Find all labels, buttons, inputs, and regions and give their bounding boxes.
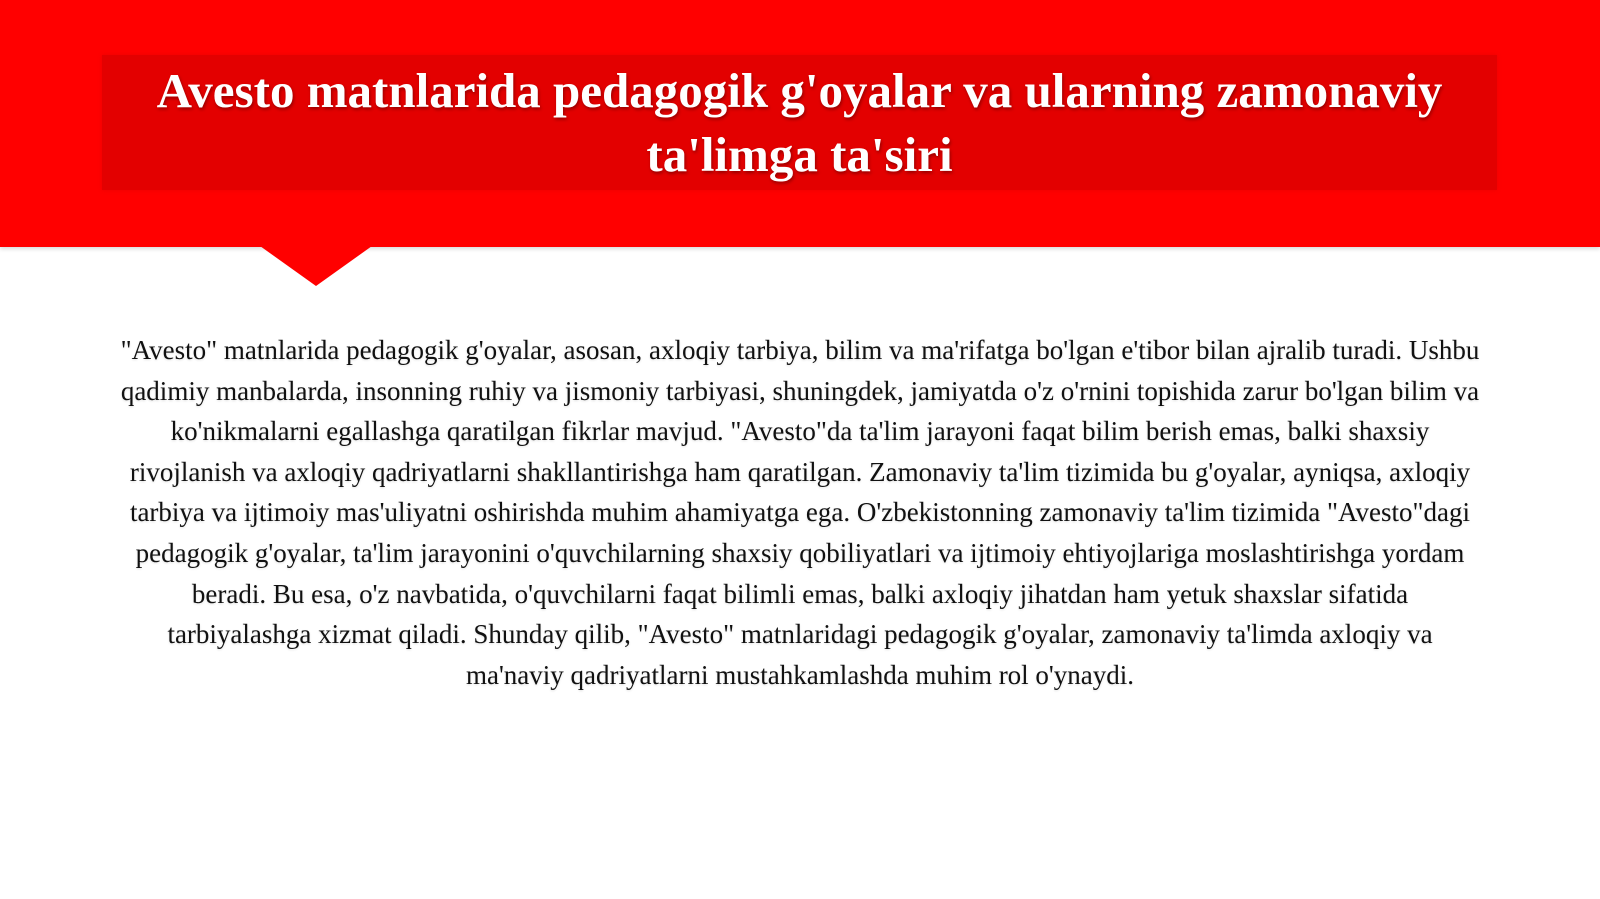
slide-title: Avesto matnlarida pedagogik g'oyalar va ularning zamonaviy ta'limga ta'siri xyxy=(156,62,1443,182)
title-box xyxy=(102,55,1497,190)
banner-pointer-shape xyxy=(260,246,372,286)
slide-body-text: "Avesto" matnlarida pedagogik g'oyalar, asosan, axloqiy tarbiya, bilim va ma'rifatga bo'lgan e'tibor bilan ajralib turadi. Ushbu qadimiy manbalarda, insonning ruhiy va jismoniy tarbiyasi, shuningdek, jamiyatda o'z o'rnini topishida zarur bo'lgan bilim va ko'nikmalarni egallashga qaratilgan fikrlar mavjud. "Avesto"da ta'lim jarayoni faqat bilim berish emas, balki shaxsiy rivojlanish va axloqiy qadriyatlarni shakllantirishga ham qaratilgan. Zamonaviy ta'lim tizimida bu g'oyalar, ayniqsa, axloqiy tarbiya va ijtimoiy mas'uliyatni oshirishda muhim ahamiyatga ega. O'zbekistonning zamonaviy ta'lim tizimida "Avesto"dagi pedagogik g'oyalar, ta'lim jarayonini o'quvchilarning shaxsiy qobiliyatlari va ijtimoiy ehtiyojlariga moslashtirishga yordam beradi. Bu esa, o'z navbatida, o'quvchilarni faqat bilimli emas, balki axloqiy jihatdan ham yetuk shaxslar sifatida tarbiyalashga xizmat qiladi. Shunday qilib, "Avesto" matnlaridagi pedagogik g'oyalar, zamonaviy ta'limda axloqiy va ma'naviy qadriyatlarni mustahkamlashda muhim rol o'ynaydi. xyxy=(120,335,1480,690)
title-banner xyxy=(0,0,1600,247)
